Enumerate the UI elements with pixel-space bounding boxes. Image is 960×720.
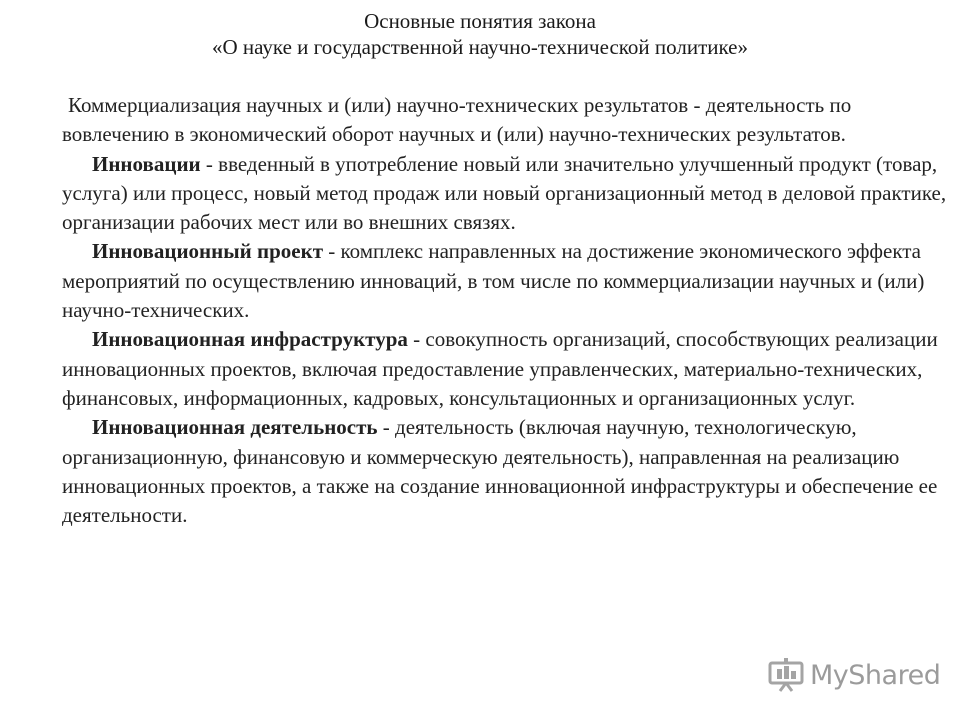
definition-innovation-activity bbox=[62, 413, 956, 530]
definition-separator: - bbox=[407, 327, 426, 352]
watermark-text: MyShared bbox=[810, 659, 941, 691]
definition-text-innovations: введенный в употребление новый или значительно улучшенный продукт (товар, услуга) или процесс, новый метод продаж или новый организационный метод в деловой практике, организации рабочих мест или во внешних связях. bbox=[62, 151, 947, 235]
definition-separator: - bbox=[200, 151, 219, 176]
definition-text-innovation-infrastructure: совокупность организаций, способствующих реализации инновационных проектов, включая предоставление управленческих, материально-технических, финансовых, информационных, кадровых, консультационных и организационных услуг. bbox=[62, 327, 938, 410]
slide-title-line-1: Основные понятия закона bbox=[364, 9, 596, 33]
slide-title bbox=[0, 8, 960, 60]
definition-separator: - bbox=[323, 239, 341, 264]
definitions-body bbox=[62, 91, 956, 530]
definition-term-innovation-activity: Инновационная деятельность bbox=[92, 415, 378, 440]
definition-term-innovation-project: Инновационный проект bbox=[92, 239, 324, 264]
definition-separator: - bbox=[688, 93, 706, 117]
definition-text-innovation-activity: деятельность (включая научную, технологическую, организационную, финансовую и коммерческую деятельность), направленная на реализацию инновационных проектов, а также на создание инновационной инфраструктуры и обеспечение ее деятельности. bbox=[62, 415, 938, 528]
myshared-watermark bbox=[768, 655, 940, 695]
definition-innovation-infrastructure bbox=[62, 325, 956, 413]
definition-innovation-project bbox=[62, 237, 956, 325]
presentation-board-icon bbox=[768, 657, 804, 693]
definition-innovations bbox=[62, 150, 956, 238]
definition-term-innovations: Инновации bbox=[92, 151, 201, 176]
definition-term-innovation-infrastructure: Инновационная инфраструктура bbox=[92, 327, 408, 352]
definition-text-commercialization: деятельность по вовлечению в экономический оборот научных и (или) научно-технических результатов. bbox=[62, 93, 852, 147]
slide-title-line-2: «О науке и государственной научно-технической политике» bbox=[212, 35, 748, 59]
definition-text-innovation-project: комплекс направленных на достижение экономического эффекта мероприятий по осуществлению инноваций, в том числе по коммерциализации научных и (или) научно-технических. bbox=[62, 239, 925, 323]
definition-term-commercialization: Коммерциализация научных и (или) научно-технических результатов bbox=[68, 93, 689, 117]
definition-commercialization bbox=[62, 91, 956, 150]
definition-separator: - bbox=[377, 415, 396, 440]
